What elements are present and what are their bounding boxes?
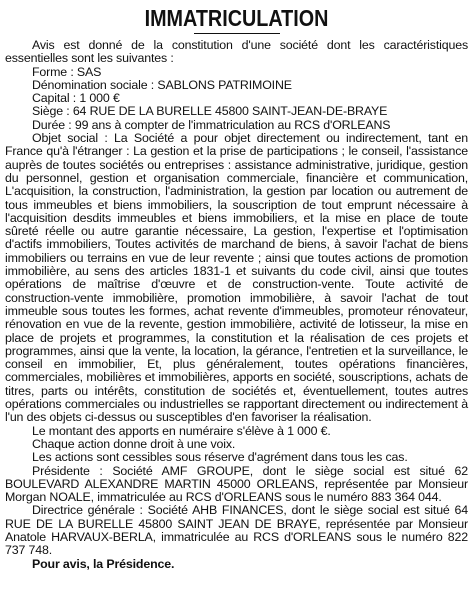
signature-line: Pour avis, la Présidence. <box>32 556 175 571</box>
cessions-line: Les actions sont cessibles sous réserve d'agrément dans tous les cas. <box>32 450 408 465</box>
objet-social-paragraph: Objet social : La Société a pour objet directement ou indirectement, tant en France qu'à l'étranger : La gestion et la prise de participations ; le conseil, l'assistance auprès de toutes sociétés ou entreprises : assistance administrative, juridique, gestion du personnel, gestion et organisation commerciale, financière et communication, L'acquisition, la construction, l'administration, la gestion par location ou autrement de tous immeubles et biens immobiliers, la souscription de tout emprunt nécessaire à l'acquisition desdits immeubles et biens immobiliers, et la mise en place de toute sûreté réelle ou autre garantie nécessaire, La gestion, l'expertise et l'optimisation d'actifs immobiliers, Toutes activités de marchand de biens, à savoir l'achat de biens immobiliers ou terrains en vue de leur revente ; ainsi que toutes actions de promotion immobilière, au sens des articles 1831-1 et suivants du code civil, ainsi que toutes opérations de maîtrise d'œuvre et de construction-vente. Toute activité de construction-vente immobilière, promotion immobilière, à savoir l'achat de tout immeuble sous toutes les formes, achat revente d'immeubles, promoteur rénovateur, rénovation en vue de la revente, gestion immobilière, activité de lotisseur, la mise en place de projets et programmes, la constitution et la réalisation de ces projets et programmes, ainsi que la vente, la location, la gérance, l'entretien et la surveillance, le conseil en immobilier, Et, plus généralement, toutes opérations financières, commerciales, mobilières et immobilières, apports en société, souscriptions, achats de titres, parts ou intérêts, constitution de sociétés et, éventuellement, toutes autres opérations commerciales ou industrielles se rapportant directement ou indirectement à l'un des objets ci-dessus ou susceptibles d'en favoriser la réalisation. <box>5 131 468 425</box>
forme-line: Forme : SAS <box>32 64 102 79</box>
denomination-line: Dénomination sociale : SABLONS PATRIMOINE <box>32 77 292 92</box>
apports-line: Le montant des apports en numéraire s'élève à 1 000 €. <box>32 423 331 438</box>
voix-line: Chaque action donne droit à une voix. <box>32 436 236 451</box>
duree-line: Durée : 99 ans à compter de l'immatriculation au RCS d'ORLEANS <box>32 117 391 132</box>
directrice-paragraph: Directrice générale : Société AHB FINANCES, dont le siège social est situé 64 RUE DE LA BURELLE 45800 SAINT JEAN DE BRAYE, représentée par Monsieur Anatole HARVAUX-BERLA, immatriculée au RCS d'ORLEANS sous le numéro 822 737 748. <box>5 503 468 558</box>
capital-line: Capital : 1 000 € <box>32 91 120 106</box>
notice-body <box>5 39 468 571</box>
title-underline <box>194 33 280 34</box>
siege-line: Siège : 64 RUE DE LA BURELLE 45800 SAINT-JEAN-DE-BRAYE <box>32 104 388 119</box>
notice-title: IMMATRICULATION <box>144 5 329 31</box>
presidente-paragraph: Présidente : Société AMF GROUPE, dont le siège social est situé 62 BOULEVARD ALEXANDRE MARTIN 45000 ORLEANS, représentée par Monsieur Morgan NOALE, immatriculée au RCS d'ORLEANS sous le numéro 883 364 044. <box>5 463 468 505</box>
intro-paragraph: Avis est donné de la constitution d'une société dont les caractéristiques essentielles sont les suivantes : <box>5 38 468 66</box>
